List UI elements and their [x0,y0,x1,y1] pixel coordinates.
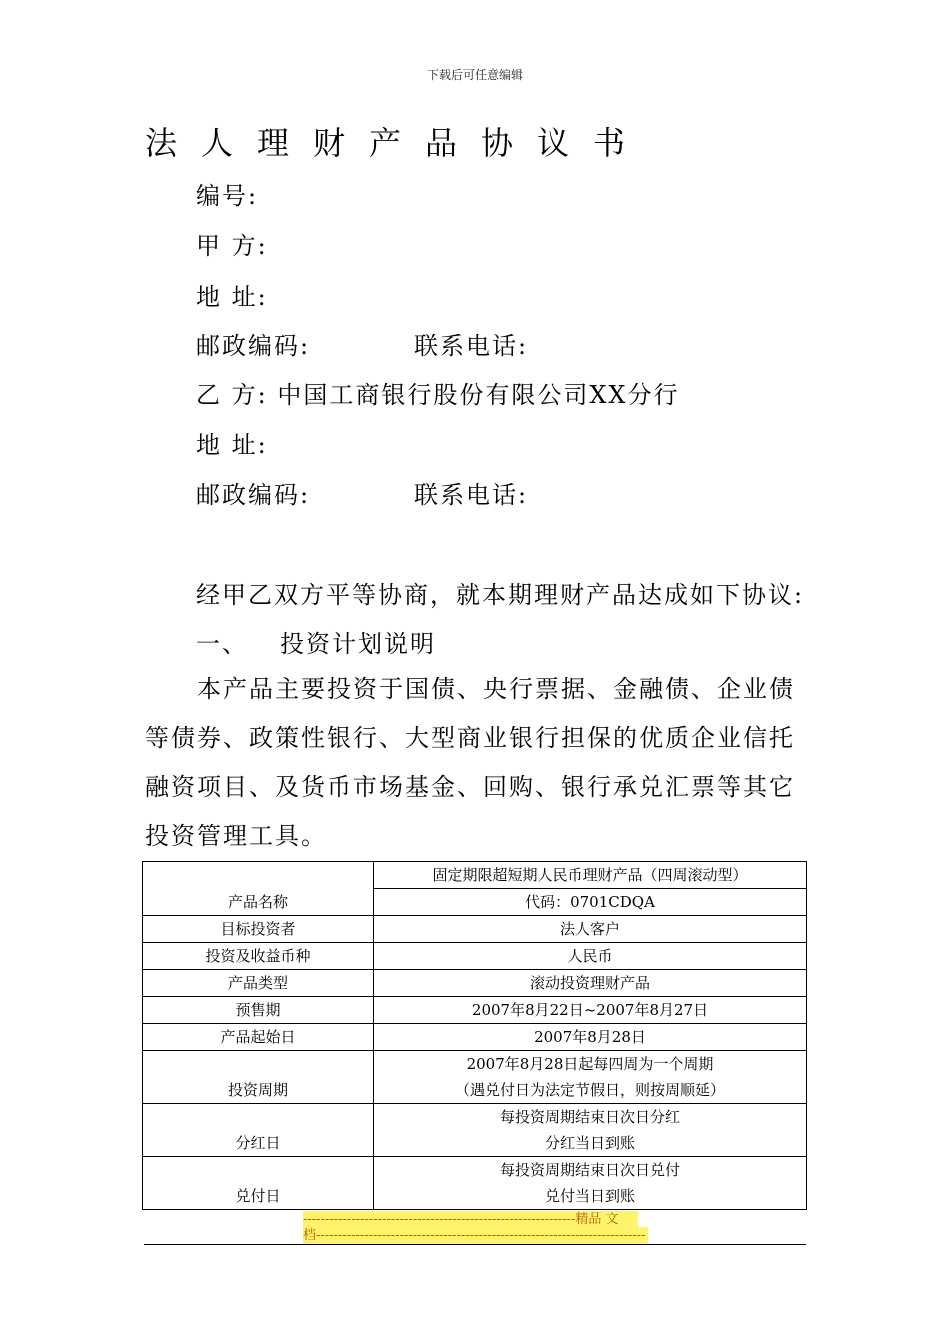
payment-line-1: 每投资周期结束日次日兑付 [499,1161,680,1179]
field-postcode-b-row [196,475,529,510]
row-label: 预售期 [143,997,374,1024]
row-value: 2007年8月28日 [374,1024,807,1051]
footer-watermark-line-1: --------------------------------------------------------------精品 文 [303,1211,638,1228]
field-party-b: 乙 方: 中国工商银行股份有限公司XX分行 [196,381,680,409]
intro-paragraph: 经甲乙双方平等协商，就本期理财产品达成如下协议: [196,581,805,609]
field-address-b: 地 址: [196,431,268,459]
section-heading [196,624,436,659]
row-value: 人民币 [374,943,807,970]
period-label: 投资周期 [143,1051,374,1104]
field-phone-a: 联系电话: [414,332,529,360]
field-party-a: 甲 方: [196,232,268,260]
field-postcode-a: 邮政编码: [196,332,311,360]
field-number: 编号: [196,182,259,210]
product-name-label: 产品名称 [143,862,374,916]
field-postcode-a-row [196,326,529,361]
field-address-a: 地 址: [196,283,268,311]
period-value [374,1051,807,1104]
row-value: 滚动投资理财产品 [374,970,807,997]
section-number: 一、 [196,630,248,658]
footer-watermark-line-2: 档--------------------------------------------------------------------------- [303,1227,648,1244]
period-line-1: 2007年8月28日起每四周为一个周期 [466,1055,714,1073]
row-label: 产品类型 [143,970,374,997]
table-row [143,997,807,1024]
dividend-line-2: 分红当日到账 [544,1134,635,1152]
product-name-value: 固定期限超短期人民币理财产品（四周滚动型） [374,862,807,889]
payment-line-2: 兑付当日到账 [544,1187,635,1205]
period-line-2: （遇兑付日为法定节假日，则按周顺延） [454,1081,725,1099]
field-phone-b: 联系电话: [414,481,529,509]
row-label: 目标投资者 [143,916,374,943]
product-code-value: 代码：0701CDQA [374,889,807,916]
payment-value [374,1157,807,1210]
dividend-value [374,1104,807,1157]
table-row [143,970,807,997]
section-title: 投资计划说明 [280,630,436,658]
table-row [143,1104,807,1157]
row-label: 投资及收益币种 [143,943,374,970]
product-table [142,861,807,1210]
body-paragraph: 本产品主要投资于国债、央行票据、金融债、企业债等债券、政策性银行、大型商业银行担保的优质企业信托融资项目、及货币市场基金、回购、银行承兑汇票等其它投资管理工具。 [145,675,795,850]
dividend-line-1: 每投资周期结束日次日分红 [499,1108,680,1126]
table-row [143,1024,807,1051]
row-label: 产品起始日 [143,1024,374,1051]
footer-divider [144,1244,806,1245]
header-note: 下载后可任意编辑 [426,68,523,82]
table-row [143,916,807,943]
field-postcode-b: 邮政编码: [196,481,311,509]
row-value: 2007年8月22日~2007年8月27日 [374,997,807,1024]
table-row [143,943,807,970]
row-value: 法人客户 [374,916,807,943]
payment-label: 兑付日 [143,1157,374,1210]
dividend-label: 分红日 [143,1104,374,1157]
table-row [143,1157,807,1210]
document-title: 法人理财产品协议书 [145,124,650,162]
table-row [143,1051,807,1104]
